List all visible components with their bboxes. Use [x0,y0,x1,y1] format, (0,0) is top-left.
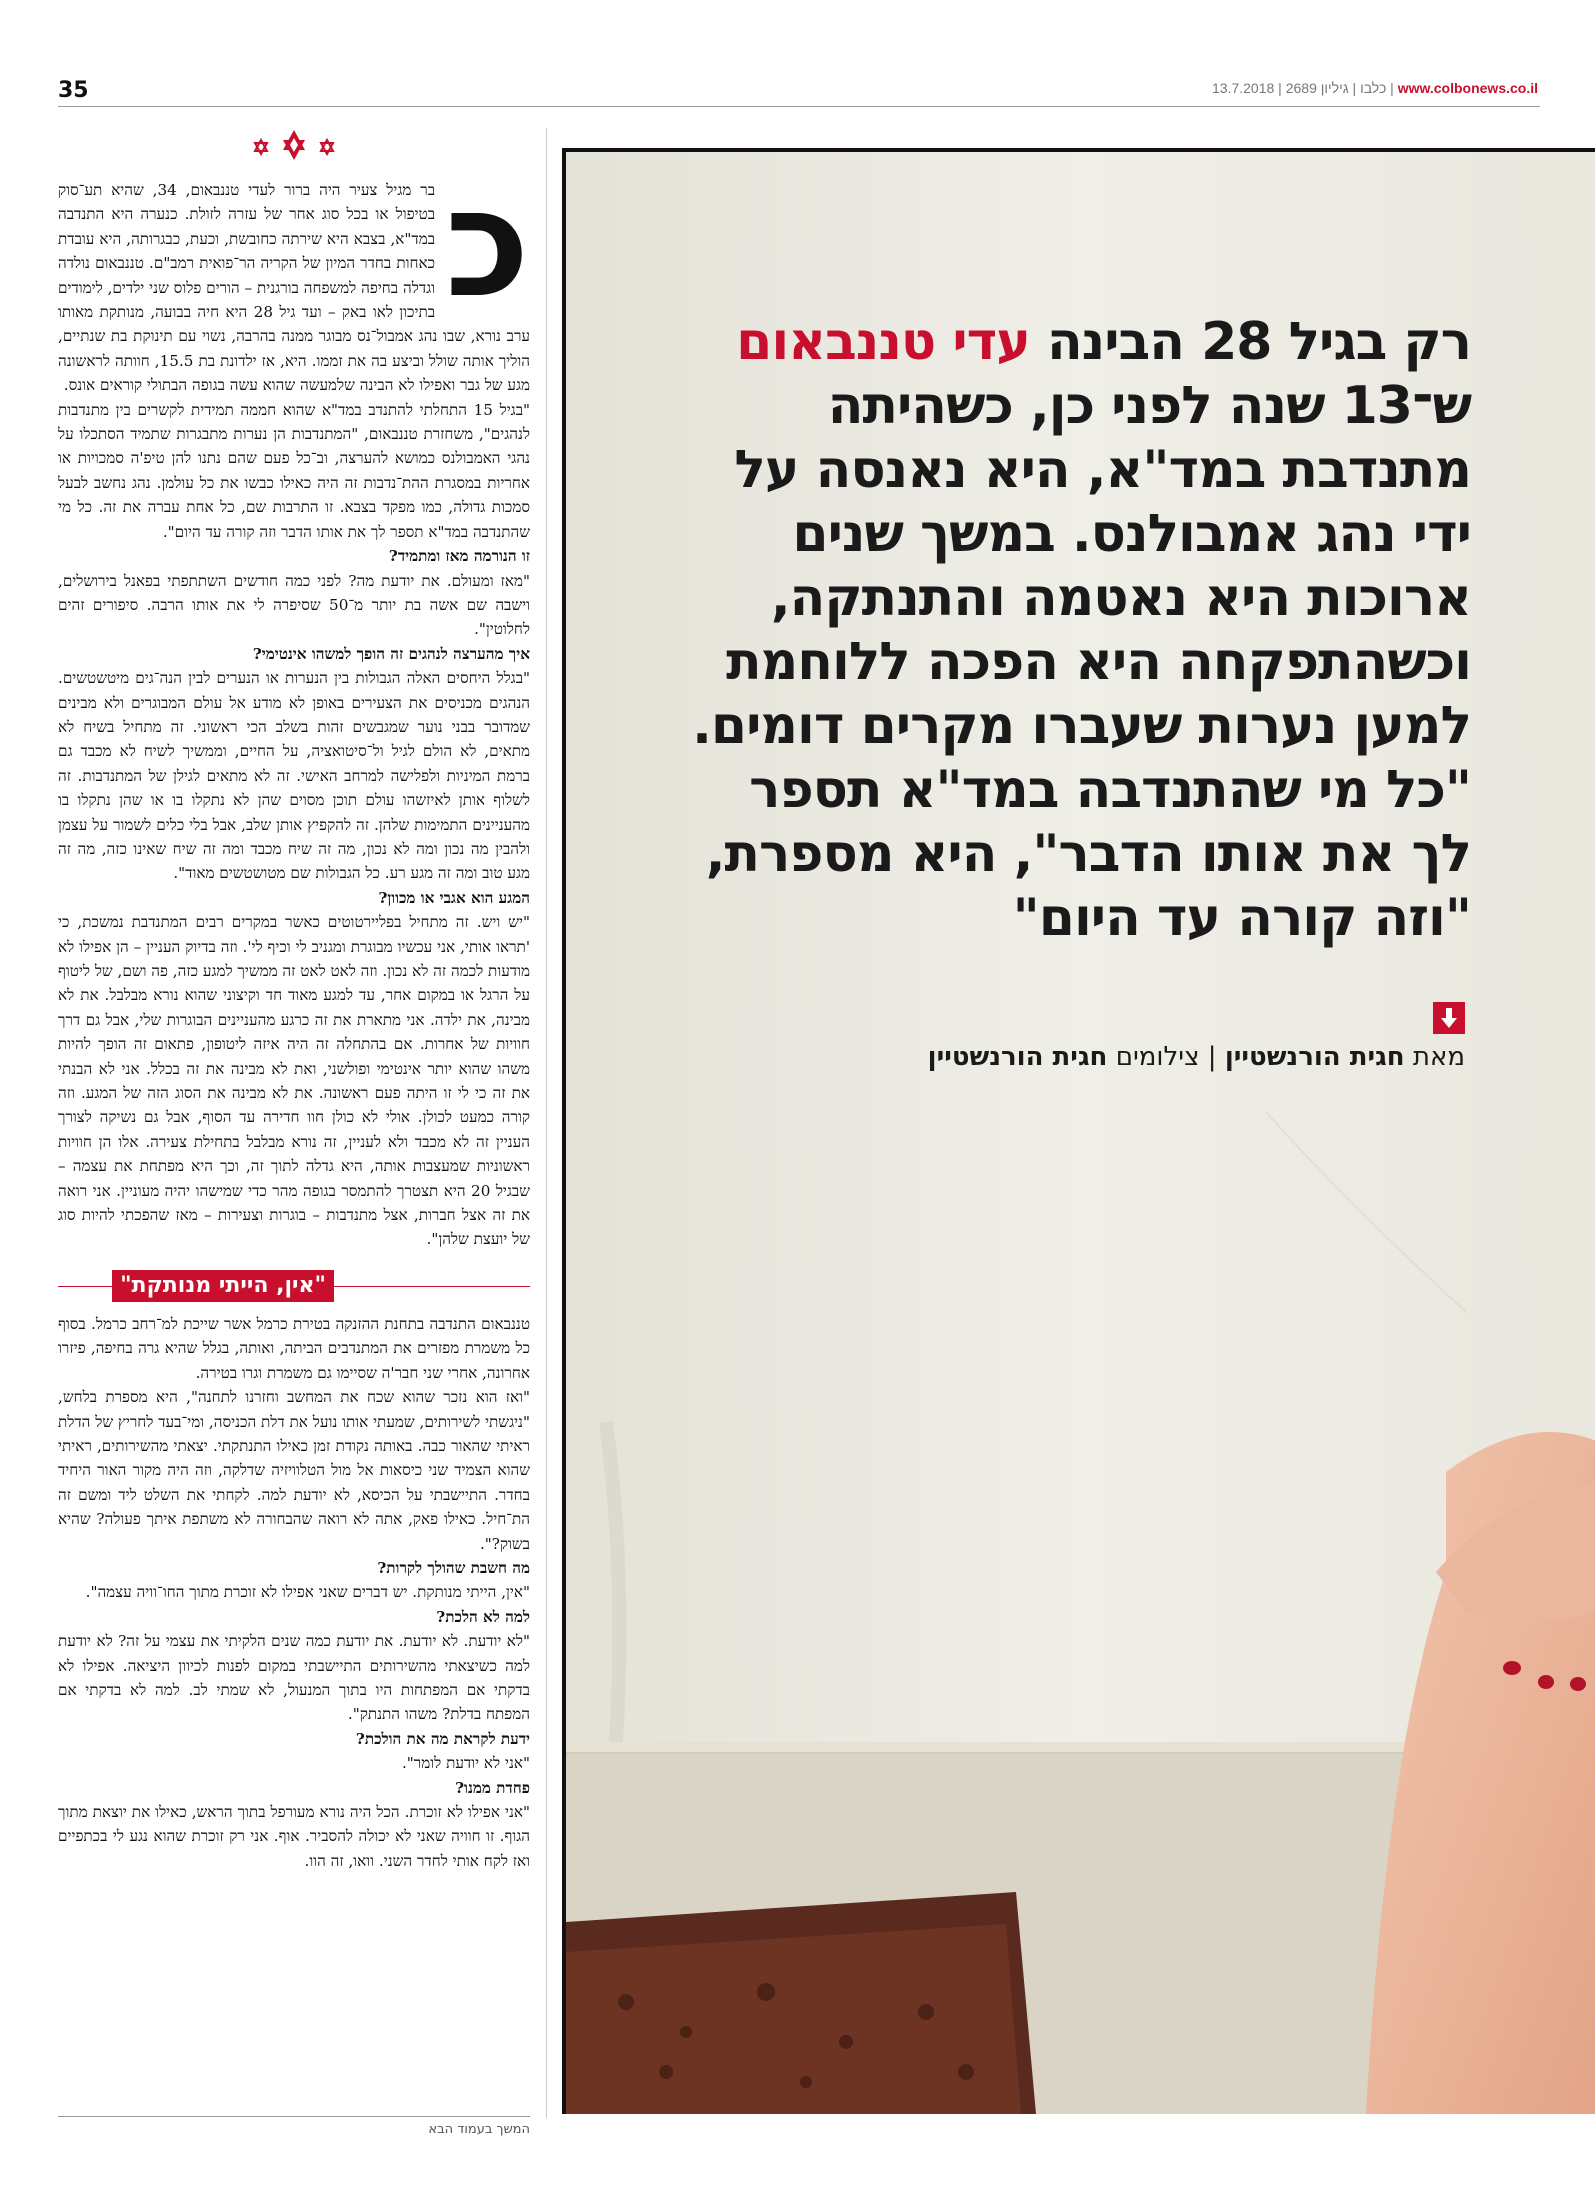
body-paragraph: "ואז הוא נזכר שהוא שכח את המחשב וחזרנו לתחנה", היא מספרת בלחש, "ניגשתי לשירותים, שמעתי אותו נועל את דלת הכניסה, ומי־בעד לחריץ של הדלת ראיתי שהאור כבה. באותה נקודת זמן כאילו התנתקתי. יצאתי מהשירותים, ראיתי שהוא הצמיד שני כיסאות אל מול הטלוויזיה שדלקה, וזה היה מקור האור היחיד בחדר. התיישבתי על הכיסא, לא יודעת למה. לקחתי את השלט ליד ומשם זה הת־חיל. כאילו פאק, אתה לא רואה שהבחורה לא משתפת איתך פעולה? שהיא בשוק?". [58,1388,530,1553]
continued-note: המשך בעמוד הבא [428,2122,530,2137]
issue-number: גיליון 2689 [1285,80,1349,96]
answer: "אין, הייתי מנותקת. יש דברים שאני אפילו לא זוכרת מתוך החו־וויה עצמה". [85,1583,530,1602]
byline-sep: | [1207,1042,1217,1072]
answer: "בגלל היחסים האלה הגבולות בין הנערות או הנערים לבין הנה־גים מיטשטשים. הנהגים מכניסים את הצעירים באופן לא מודע אל עולם המבוגרים ולא מבינים שמדובר בבני נוער שמגבשים זהות בשלב הכי ראשוני. זה מתחיל בשיח לא מתאים, לא הולם לגיל ול־סיטואציה, על החיים, וממשיך לשיח לא מכבד גם ברמת המיניות ולפלישה למרחב האישי. זה לא מתאים לגילן של המתנדבות. זה לשלוף אותן לאיזשהו עולם תוכן מסוים שהן לא נתקלו בו או שהן נתקלו בו מהעניינים התמימות שלהן. זה להקפיץ אותן שלב, אבל בלי כלים לשמור על עצמן ולהבין מה נכון ומה לא נכון, מה זה שיח מכבד ומה זה שיח שאינו כזה, מה זה מגע טוב ומה זה מגע רע. כל הגבולות שם מטושטשים מאוד". [58,669,530,883]
folio-sep: | [1386,80,1394,96]
byline-by-label: מאת [1412,1042,1465,1072]
question: איך מהערצה לנהגים זה הופך למשהו אינטימי? [252,644,530,663]
question: פחדת ממנו? [455,1778,530,1797]
column-divider [546,128,547,2118]
body-paragraph: "בגיל 15 התחלתי להתנדב במד"א שהוא חממה תמידית לקשרים בין מתנדבות לנהגים", משחזרת טננבאום, "המתנדבות הן נערות מתבגרות שתמיד הסתכלו על נהגי האמבולנס כמושא להערצה, וב־כל פעם שהם נתנו להן טיפ'ה סמכויות או אחריות במסגרת ההת־נדבות זה היה כאילו כבשו את כל עולמן. נהג נחשב לבעל סמכות גדולה, כמו מפקד בצבא. זו התרבות שם, כל אחת עברה את זה. כל מי שהתנדבה במד"א תספר לך את אותו הדבר וזה קורה עד היום". [58,400,530,541]
answer: "מאז ומעולם. את יודעת מה? לפני כמה חודשים השתתפתי בפאנל בירושלים, וישבה שם אשה בת יותר מ־50 שסיפרה לי את אותו הרבה. סיפורים זהים לחלוטין". [58,571,530,639]
pull-quote-body: ש־13 שנה לפני כן, כשהיתה מתנדבת במד"א, היא נאנסה על ידי נהג אמבולנס. במשך שנים ארוכות היא נאטמה והתנתקה, וכשהתפקחה היא הפכה ללוחמת למען נערות שעברו מקרים דומים. "כל מי שהתנדבה במד"א תספר לך את אותו הדבר", היא מספרת, "וזה קורה עד היום" [692,376,1471,948]
page-header [58,72,1538,106]
answer: "אני לא יודעת לומר". [401,1754,530,1773]
pull-quote-lead: רק בגיל 28 הבינה [1029,312,1471,372]
body-paragraph: טננבאום התנדבה בתחנת ההזנקה בטירת כרמל אשר שייכת למ־רחב כרמל. בסוף כל משמרת מפזרים את המתנדבים הביתה, ואותה, בגלל שהיא גרה בחיפה, פיזרו אחרונה, אחרי שני חבר'ה שסיימו גם משמרת וגרו בטירה. [58,1314,530,1382]
answer: "יש ויש. זה מתחיל בפליירטוטים כאשר במקרים רבים המתנדבת נמשכת, כי 'תראו אותי, אני עכשיו מבוגרת ומגניב לי וכיף לי'. וזה בדיוק העניין – הן אפילו לא מודעות לכמה זה לא נכון. וזה לאט לאט זה ממשיך למגע כזה, פה ושם, של ליטוף על הרגל או במקום אחר, עד למגע מאוד חד וקיצוני שהוא נורא מבלבל. את לא מבינה, את ילדה. אני מתארת את זה כרגע מהעניינים הבוגרות שלי, אבל גם דרך חוויות של אחרות. אם בהתחלה זה היה איזה ליטופון, פתאום זה הופך להיות משהו שהוא יותר אינטימי ופולשני, ואת לא מבינה את זה בכלל. אני לא הבנתי את זה כי לי זו היתה פעם ראשונה. את לא מבינה את הסוג הזה של המגע. וזה קורה כמעט לכולן. אולי לא כולן חוו חדירה עד הסוף, אבל גם נשיקה לצורך העניין זה לא מכבד ולא לעניין, זה נורא מבלבל בתחילת צעירה. אלו הן חוויות ראשוניות שמעצבות אותה, היא גדלה לתוך זה, וכך היא מפתחת את עצמה – שבגיל 20 היא תצטרך להתמסר בגופה מהר כדי שמישהו יהיה מעוניין. אני רואה את זה אצל חברות, אצל מתנדבות – בוגרות וצעירות – מאז שהפכתי להיות סוג של יועצת שלהן". [58,913,530,1249]
header-rule [58,106,1540,107]
section-subhead [58,1270,530,1306]
dropcap: כ [445,157,530,331]
lead-text: בר מגיל צעיר היה ברור לעדי טננבאום, 34, שהיא תע־סוק בטיפול או בכל סוג אחר של עזרה לזולת. כנערה היא התנדבה במד"א, בצבא היא שירתה כחובשת, וכעת, כבגרותה, היא עובדת כאחות בחדר המיון של הקריה הר־פואית רמב"ם. טננבאום נולדה וגדלה בחיפה למשפחה בורגנית – הורים פלוס שני ילדים, לימודים בתיכון לאו באק – ועד גיל 28 היא חיה בבועה, מנותקת מאותו ערב נורא, שבו נהג אמבול־נס מבוגר ממנה בהרבה, נשוי עם תינוקת בת שנתיים, הוליך אותה שולל וביצע בה את זממו. היא, אז ילדונת בת 15.5, חוותה לראשונה מגע של גבר ואפילו לא הבינה שלמעשה שהוא עשה בגופה הבתולי קוראים אונס. [58,181,530,395]
issue-date: 13.7.2018 [1212,80,1275,96]
folio [1212,80,1538,96]
down-arrow-icon [1433,1002,1465,1034]
answer: "אני אפילו לא זוכרת. הכל היה נורא מעורפל בתוך הראש, כאילו את יוצאת מתוך הגוף. זו חוויה שאני לא יכולה להסביר. אוף. אני רק זוכרת שהוא נגע לי בכתפיים ואז לקח אותי לחדר השני. וואו, זה הוו. [58,1803,530,1870]
site-url[interactable]: www.colbonews.co.il [1397,80,1538,96]
lead-paragraph [58,157,530,398]
byline [928,1042,1465,1072]
question: ידעת לקראת מה את הולכת? [355,1729,530,1748]
byline-photographer: חגית הורנשטיין [927,1042,1108,1072]
question: המגע הוא אגבי או מכוון? [378,888,530,907]
folio-sep: | [1274,80,1282,96]
question: זו הנורמה מאז ומתמיד? [388,547,530,566]
answer: "לא יודעת. לא יודעת. את יודעת כמה שנים הלקיתי את עצמי על זה? לא יודעת למה כשיצאתי מהשירותים התיישבתי במקום לפנות לכיוון היציאה. אפילו לא בדקתי אם המפתחות היו בתוך המנעול, לא שמתי לב. למה לא בדקתי אם המפתח בדלת? משהו התנתק". [58,1632,530,1724]
magazine-name: כלבו [1360,80,1387,96]
star-of-david-icon [249,128,339,168]
page-number: 35 [58,78,89,103]
question: מה חשבת שהולך לקרות? [377,1558,530,1577]
continued-rule [58,2116,530,2117]
subject-name: עדי טננבאום [736,312,1030,372]
pull-quote [691,310,1471,950]
question: למה לא הלכת? [436,1607,530,1626]
subhead-text: "אין, הייתי מנותקת" [112,1270,334,1302]
article-column [58,128,530,2108]
byline-author: חגית הורנשטיין [1224,1042,1405,1072]
byline-photo-label: צילומים [1115,1042,1200,1072]
feature-photo [562,148,1595,2114]
folio-sep: | [1348,80,1357,96]
